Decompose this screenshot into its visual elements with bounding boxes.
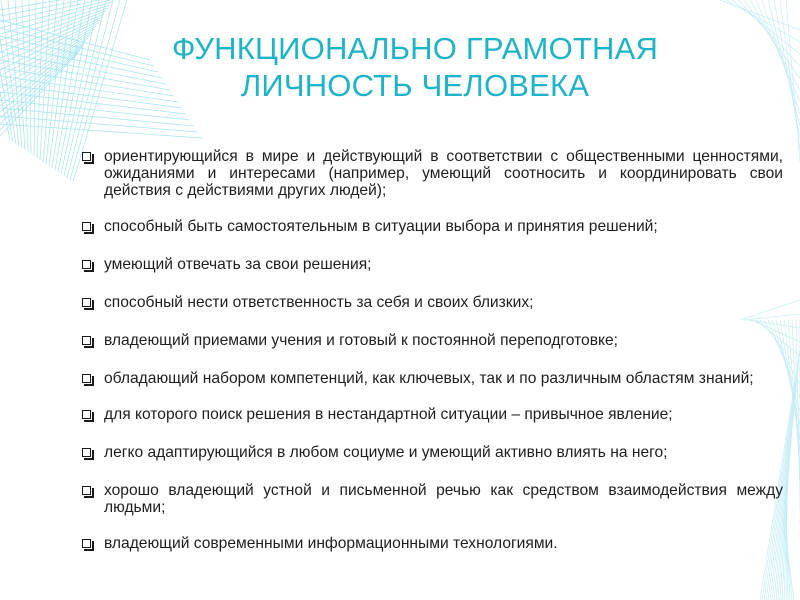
checkbox-square-bullet-icon [82, 260, 91, 269]
list-item-text: владеющий современными информационными технологиями. [104, 535, 558, 552]
bullet-list [80, 148, 783, 552]
list-item [80, 332, 783, 349]
list-item-text: для которого поиск решения в нестандартной ситуации – привычное явление; [104, 406, 673, 423]
slide-title-line-1: ФУНКЦИОНАЛЬНО ГРАМОТНАЯ [171, 31, 659, 66]
list-item-text: владеющий приемами учения и готовый к постоянной переподготовке; [104, 332, 619, 349]
list-item [80, 444, 783, 461]
list-item [80, 294, 783, 311]
list-item-text: умеющий отвечать за свои решения; [104, 256, 372, 273]
list-item [80, 370, 783, 387]
list-item-text: обладающий набором компетенций, как ключевых, так и по различным областям знаний; [104, 370, 754, 387]
list-item-text: способный нести ответственность за себя и своих близких; [104, 294, 534, 311]
list-item [80, 535, 783, 552]
list-item [80, 218, 783, 235]
checkbox-square-bullet-icon [82, 298, 91, 307]
list-item-text: хорошо владеющий устной и письменной речью как средством взаимодействия между людьми; [104, 482, 783, 516]
list-item [80, 406, 783, 423]
list-item-text: способный быть самостоятельным в ситуации выбора и принятия решений; [104, 218, 658, 235]
slide-title [120, 30, 710, 104]
checkbox-square-bullet-icon [82, 539, 91, 548]
list-item [80, 256, 783, 273]
checkbox-square-bullet-icon [82, 448, 91, 457]
checkbox-square-bullet-icon [82, 152, 91, 161]
checkbox-square-bullet-icon [82, 336, 91, 345]
checkbox-square-bullet-icon [82, 222, 91, 231]
checkbox-square-bullet-icon [82, 486, 91, 495]
list-item-text: легко адаптирующийся в любом социуме и умеющий активно влиять на него; [104, 444, 668, 461]
checkbox-square-bullet-icon [82, 374, 91, 383]
checkbox-square-bullet-icon [82, 410, 91, 419]
list-item-text: ориентирующийся в мире и действующий в соответствии с общественными ценностями, ожиданиями и интересами (например, умеющий соотносить и координировать свои действия с действиями других людей); [104, 148, 783, 199]
list-item [80, 148, 783, 199]
slide-title-line-2: ЛИЧНОСТЬ ЧЕЛОВЕКА [240, 68, 590, 103]
list-item [80, 482, 783, 516]
